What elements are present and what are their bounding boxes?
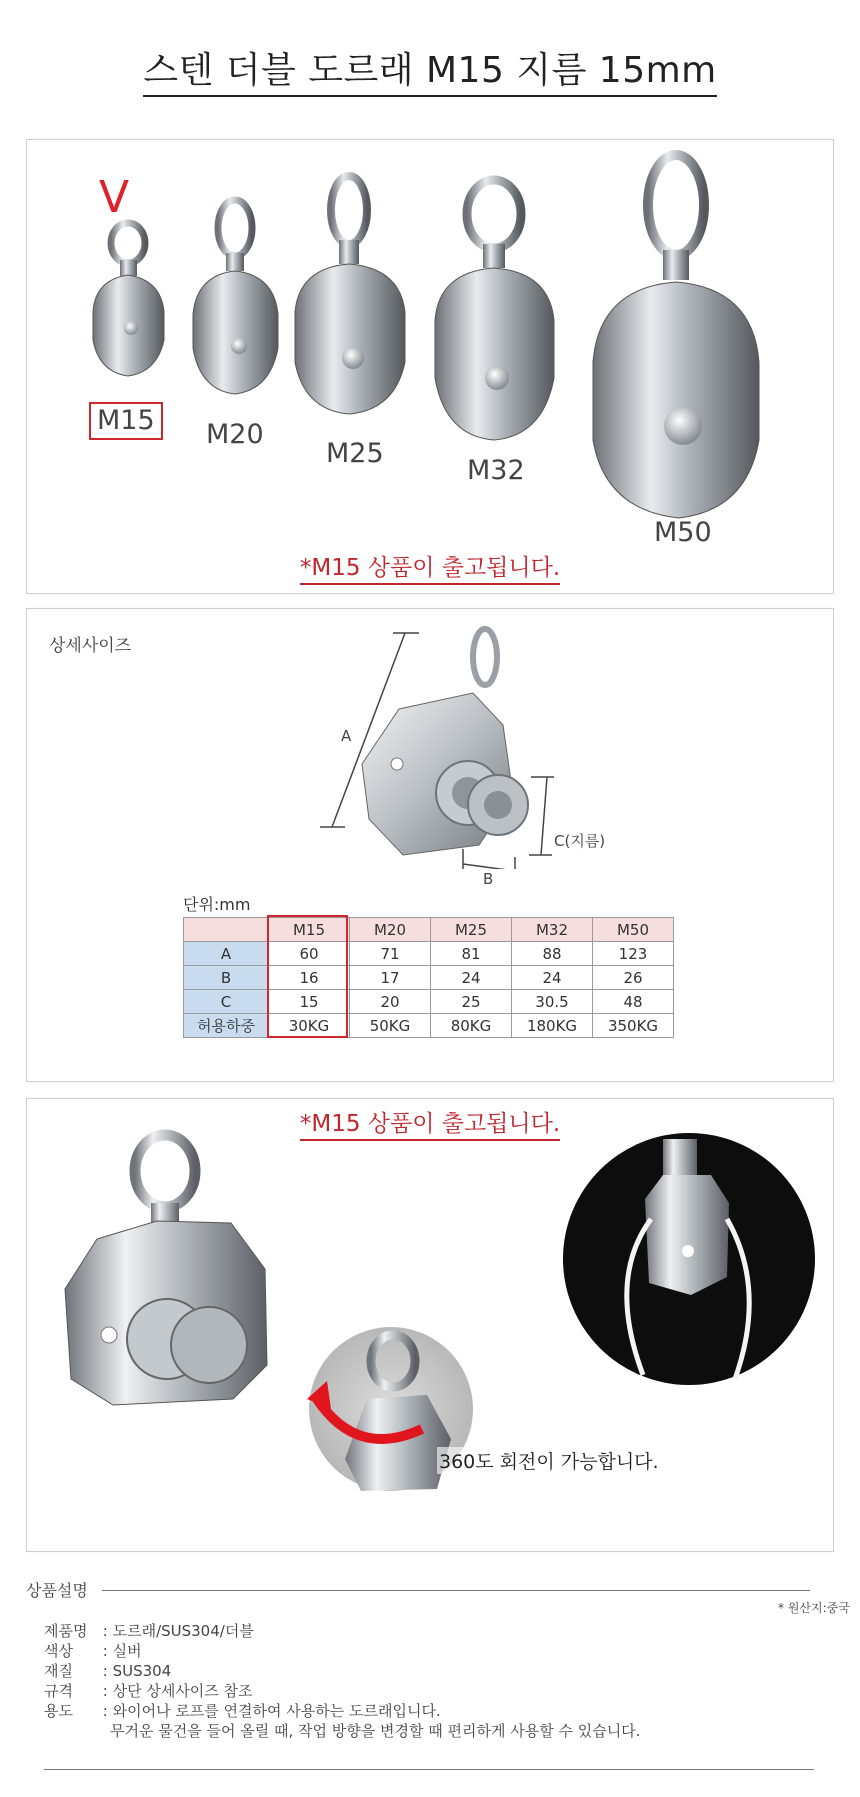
table-cell: 180KG — [512, 1014, 593, 1038]
table-cell: 60 — [269, 942, 350, 966]
desc-value: 도르래/SUS304/더블 — [112, 1622, 254, 1640]
desc-material: 재질 : SUS304 — [44, 1662, 172, 1680]
pulley-m15-icon — [93, 223, 164, 376]
table-cell: 20 — [350, 990, 431, 1014]
table-cell: 123 — [593, 942, 674, 966]
table-cell: 16 — [269, 966, 350, 990]
page-title: 스텐 더블 도르래 M15 지름 15mm — [0, 42, 860, 93]
table-cell: 30KG — [269, 1014, 350, 1038]
table-corner-cell — [184, 918, 269, 942]
size-label-m25: M25 — [326, 438, 384, 469]
desc-value: 상단 상세사이즈 참조 — [112, 1682, 253, 1700]
detail-heading: 상세사이즈 — [49, 636, 132, 656]
detail-size-panel — [26, 608, 834, 1082]
table-row — [184, 1014, 674, 1038]
product-photos — [27, 1099, 833, 1551]
rotation-caption: 360도 회전이 가능합니다. — [437, 1447, 661, 1474]
product-photo-panel — [26, 1098, 834, 1552]
table-cell: 81 — [431, 942, 512, 966]
table-cell: 24 — [431, 966, 512, 990]
table-header-cell: M15 — [269, 918, 350, 942]
pulley-m25-icon — [295, 176, 405, 414]
table-cell: 25 — [431, 990, 512, 1014]
table-row-header: A — [184, 942, 269, 966]
table-row-header: B — [184, 966, 269, 990]
size-label-m50: M50 — [654, 517, 712, 548]
table-cell: 71 — [350, 942, 431, 966]
shipping-notice-2: *M15 상품이 출고됩니다. — [27, 1105, 833, 1138]
desc-key: 규격 — [44, 1682, 73, 1700]
table-cell: 26 — [593, 966, 674, 990]
size-spec-table — [183, 917, 674, 1038]
desc-usage-line2: 무거운 물건을 들어 올릴 때, 작업 방향을 변경할 때 편리하게 사용할 수 있습니다. — [110, 1722, 641, 1740]
rope-usage-photo-icon — [563, 1133, 815, 1385]
double-pulley-photo-icon — [65, 1135, 267, 1405]
desc-key: 색상 — [44, 1642, 73, 1660]
desc-spec: 규격 : 상단 상세사이즈 참조 — [44, 1682, 253, 1700]
table-row — [184, 942, 674, 966]
selected-column-highlight — [267, 915, 348, 1038]
table-cell: 88 — [512, 942, 593, 966]
table-cell: 80KG — [431, 1014, 512, 1038]
models-panel — [26, 139, 834, 594]
pulley-m20-icon — [193, 200, 278, 394]
dimension-diagram — [27, 609, 833, 869]
table-row — [184, 990, 674, 1014]
size-label-m15: M15 — [89, 402, 163, 440]
desc-value: 와이어나 로프를 연결하여 사용하는 도르래입니다. — [112, 1702, 441, 1720]
size-label-m20: M20 — [206, 419, 264, 450]
pulley-lineup-image — [27, 140, 833, 593]
table-cell: 50KG — [350, 1014, 431, 1038]
table-row — [184, 966, 674, 990]
table-row-header: C — [184, 990, 269, 1014]
desc-usage: 용도 : 와이어나 로프를 연결하여 사용하는 도르래입니다. — [44, 1702, 441, 1720]
description-heading: 상품설명 — [26, 1581, 88, 1600]
size-label-m32: M32 — [467, 455, 525, 486]
description-top-divider — [102, 1590, 810, 1591]
dimension-a-label: A — [341, 727, 352, 745]
unit-label: 단위:mm — [183, 895, 251, 914]
table-header-cell: M25 — [431, 918, 512, 942]
desc-key: 제품명 — [44, 1622, 88, 1640]
table-cell: 24 — [512, 966, 593, 990]
table-cell: 17 — [350, 966, 431, 990]
dimension-c-label: C(지름) — [554, 832, 606, 850]
table-row-header: 허용하중 — [184, 1014, 269, 1038]
table-cell: 350KG — [593, 1014, 674, 1038]
desc-value: SUS304 — [112, 1662, 172, 1680]
table-cell: 15 — [269, 990, 350, 1014]
pulley-m32-icon — [435, 180, 554, 440]
desc-color: 색상 : 실버 — [44, 1642, 142, 1660]
desc-key: 용도 — [44, 1702, 73, 1720]
origin-label: * 원산지:중국 — [778, 1601, 850, 1615]
table-header-cell: M32 — [512, 918, 593, 942]
pulley-m50-icon — [593, 155, 759, 518]
selected-check-mark: V — [99, 172, 130, 223]
desc-product-name: 제품명 : 도르래/SUS304/더블 — [44, 1622, 254, 1640]
desc-value: 실버 — [112, 1642, 142, 1660]
shipping-notice: *M15 상품이 출고됩니다. — [27, 549, 833, 582]
table-header-cell: M20 — [350, 918, 431, 942]
dimension-b-label: B — [483, 870, 494, 888]
table-header-row — [184, 918, 674, 942]
table-cell: 48 — [593, 990, 674, 1014]
description-bottom-divider — [44, 1769, 814, 1770]
table-cell: 30.5 — [512, 990, 593, 1014]
desc-key: 재질 — [44, 1662, 73, 1680]
table-header-cell: M50 — [593, 918, 674, 942]
